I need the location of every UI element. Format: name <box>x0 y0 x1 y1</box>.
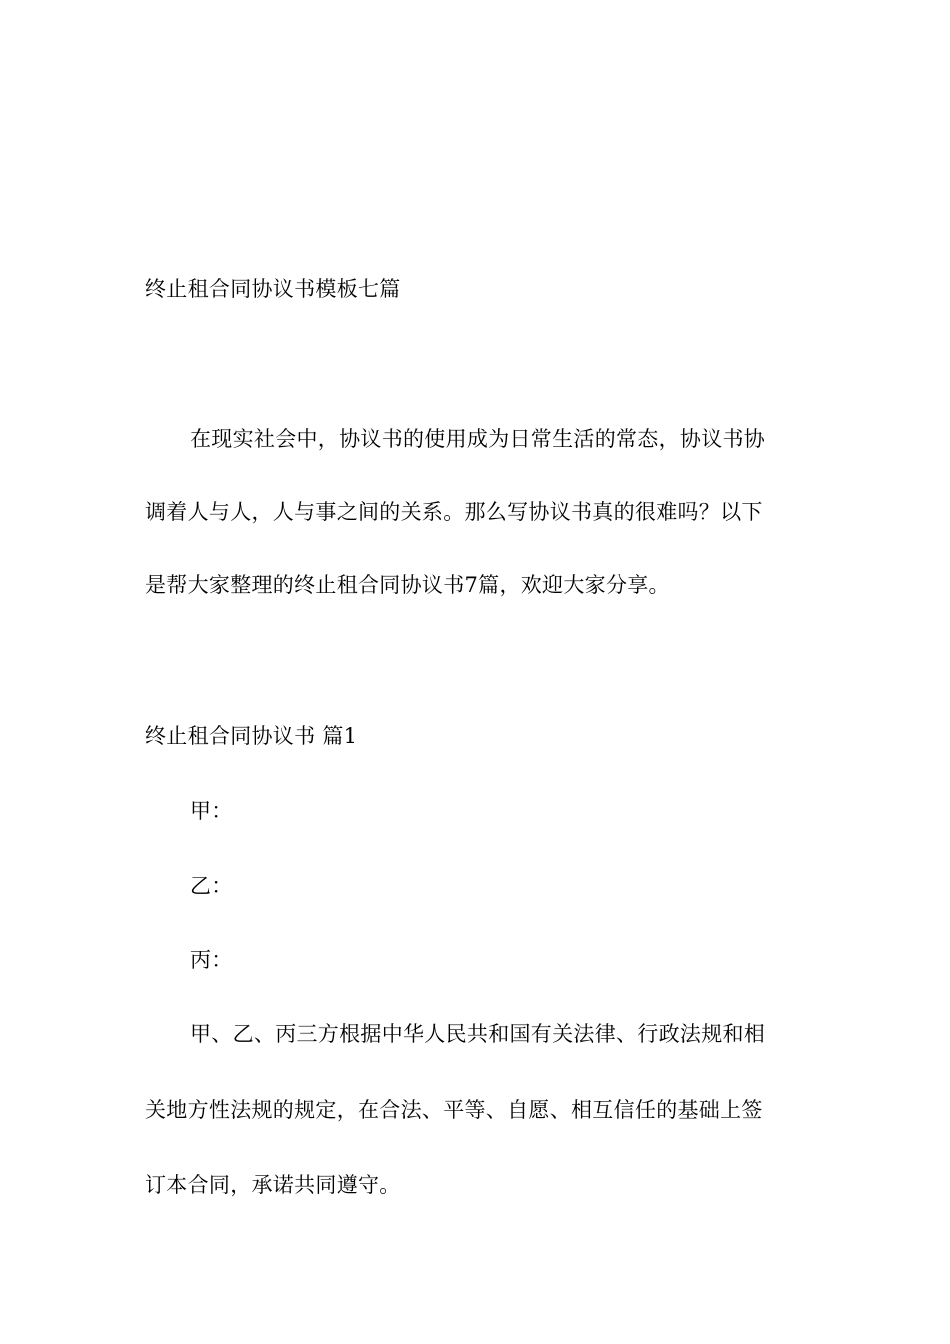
party-a-label: 甲： <box>190 799 233 823</box>
section-heading: 终止租合同协议书 篇1 <box>145 724 358 748</box>
intro-line-1: 在现实社会中，协议书的使用成为日常生活的常态，协议书协 <box>190 427 766 451</box>
body-line-2: 关地方性法规的规定，在合法、平等、自愿、相互信任的基础上签 <box>145 1098 763 1122</box>
body-line-1: 甲、乙、丙三方根据中华人民共和国有关法律、行政法规和相 <box>190 1022 766 1046</box>
intro-line-2: 调着人与人，人与事之间的关系。那么写协议书真的很难吗？以下 <box>145 500 763 524</box>
document-title: 终止租合同协议书模板七篇 <box>145 277 401 301</box>
party-c-label: 丙： <box>190 948 233 972</box>
intro-line-3: 是帮大家整理的终止租合同协议书7篇，欢迎大家分享。 <box>145 573 670 597</box>
body-line-3: 订本合同，承诺共同遵守。 <box>145 1173 401 1197</box>
party-b-label: 乙： <box>190 874 233 898</box>
